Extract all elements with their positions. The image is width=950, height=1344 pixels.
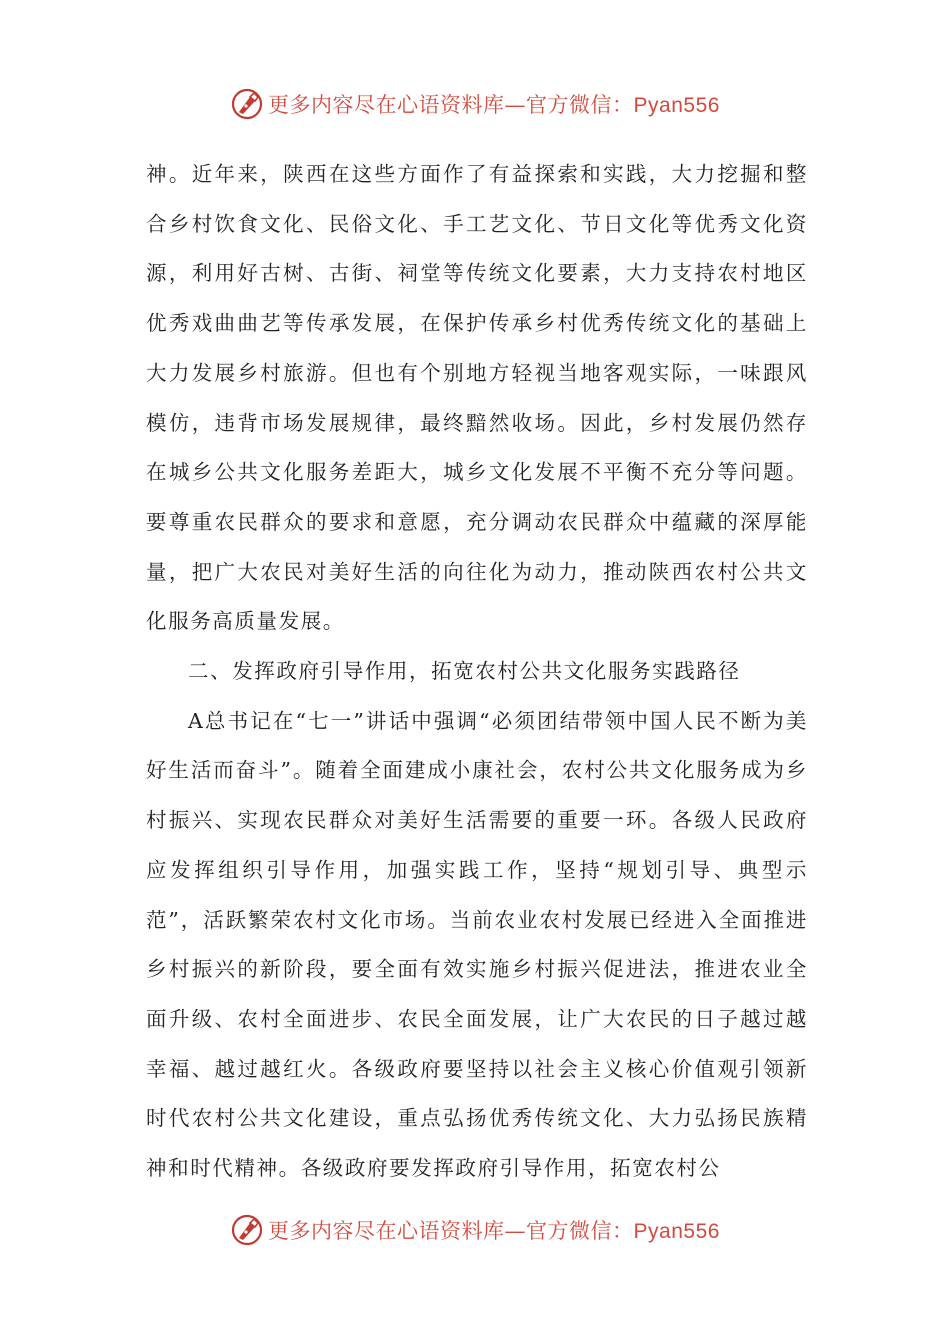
- watermark-wechat-id: Pyan556: [633, 1220, 720, 1243]
- watermark-wechat-label: —官方微信：: [504, 1219, 634, 1243]
- watermark-footer: [0, 1210, 950, 1250]
- pen-nib-logo-icon: [230, 1213, 264, 1247]
- watermark-header: [0, 84, 950, 124]
- document-body: [146, 150, 808, 1194]
- watermark-wechat-label: —官方微信：: [504, 93, 634, 117]
- paragraph-continued: 神。近年来，陕西在这些方面作了有益探索和实践，大力挖掘和整合乡村饮食文化、民俗文化、手工艺文化、节日文化等优秀文化资源，利用好古树、古街、祠堂等传统文化要素，大力支持农村地区优秀戏曲曲艺等传承发展，在保护传承乡村优秀传统文化的基础上大力发展乡村旅游。但也有个别地方轻视当地客观实际，一味跟风模仿，违背市场发展规律，最终黯然收场。因此，乡村发展仍然存在城乡公共文化服务差距大，城乡文化发展不平衡不充分等问题。要尊重农民群众的要求和意愿，充分调动农民群众中蕴藏的深厚能量，把广大农民对美好生活的向往化为动力，推动陕西农村公共文化服务高质量发展。: [146, 162, 808, 634]
- watermark-wechat-id: Pyan556: [633, 94, 720, 117]
- watermark-text: 更多内容尽在心语资料库: [268, 93, 505, 117]
- watermark-text: 更多内容尽在心语资料库: [268, 1219, 505, 1243]
- paragraph: A总书记在“七一”讲话中强调“必须团结带领中国人民不断为美好生活而奋斗”。随着全面建成小康社会，农村公共文化服务成为乡村振兴、实现农民群众对美好生活需要的重要一环。各级人民政府应发挥组织引导作用，加强实践工作，坚持“规划引导、典型示范”，活跃繁荣农村文化市场。当前农业农村发展已经进入全面推进乡村振兴的新阶段，要全面有效实施乡村振兴促进法，推进农业全面升级、农村全面进步、农民全面发展，让广大农民的日子越过越幸福、越过越红火。各级政府要坚持以社会主义核心价值观引领新时代农村公共文化建设，重点弘扬优秀传统文化、大力弘扬民族精神和时代精神。各级政府要发挥政府引导作用，拓宽农村公: [146, 708, 808, 1181]
- section-heading: 二、发挥政府引导作用，拓宽农村公共文化服务实践路径: [188, 659, 741, 684]
- pen-nib-logo-icon: [230, 87, 264, 121]
